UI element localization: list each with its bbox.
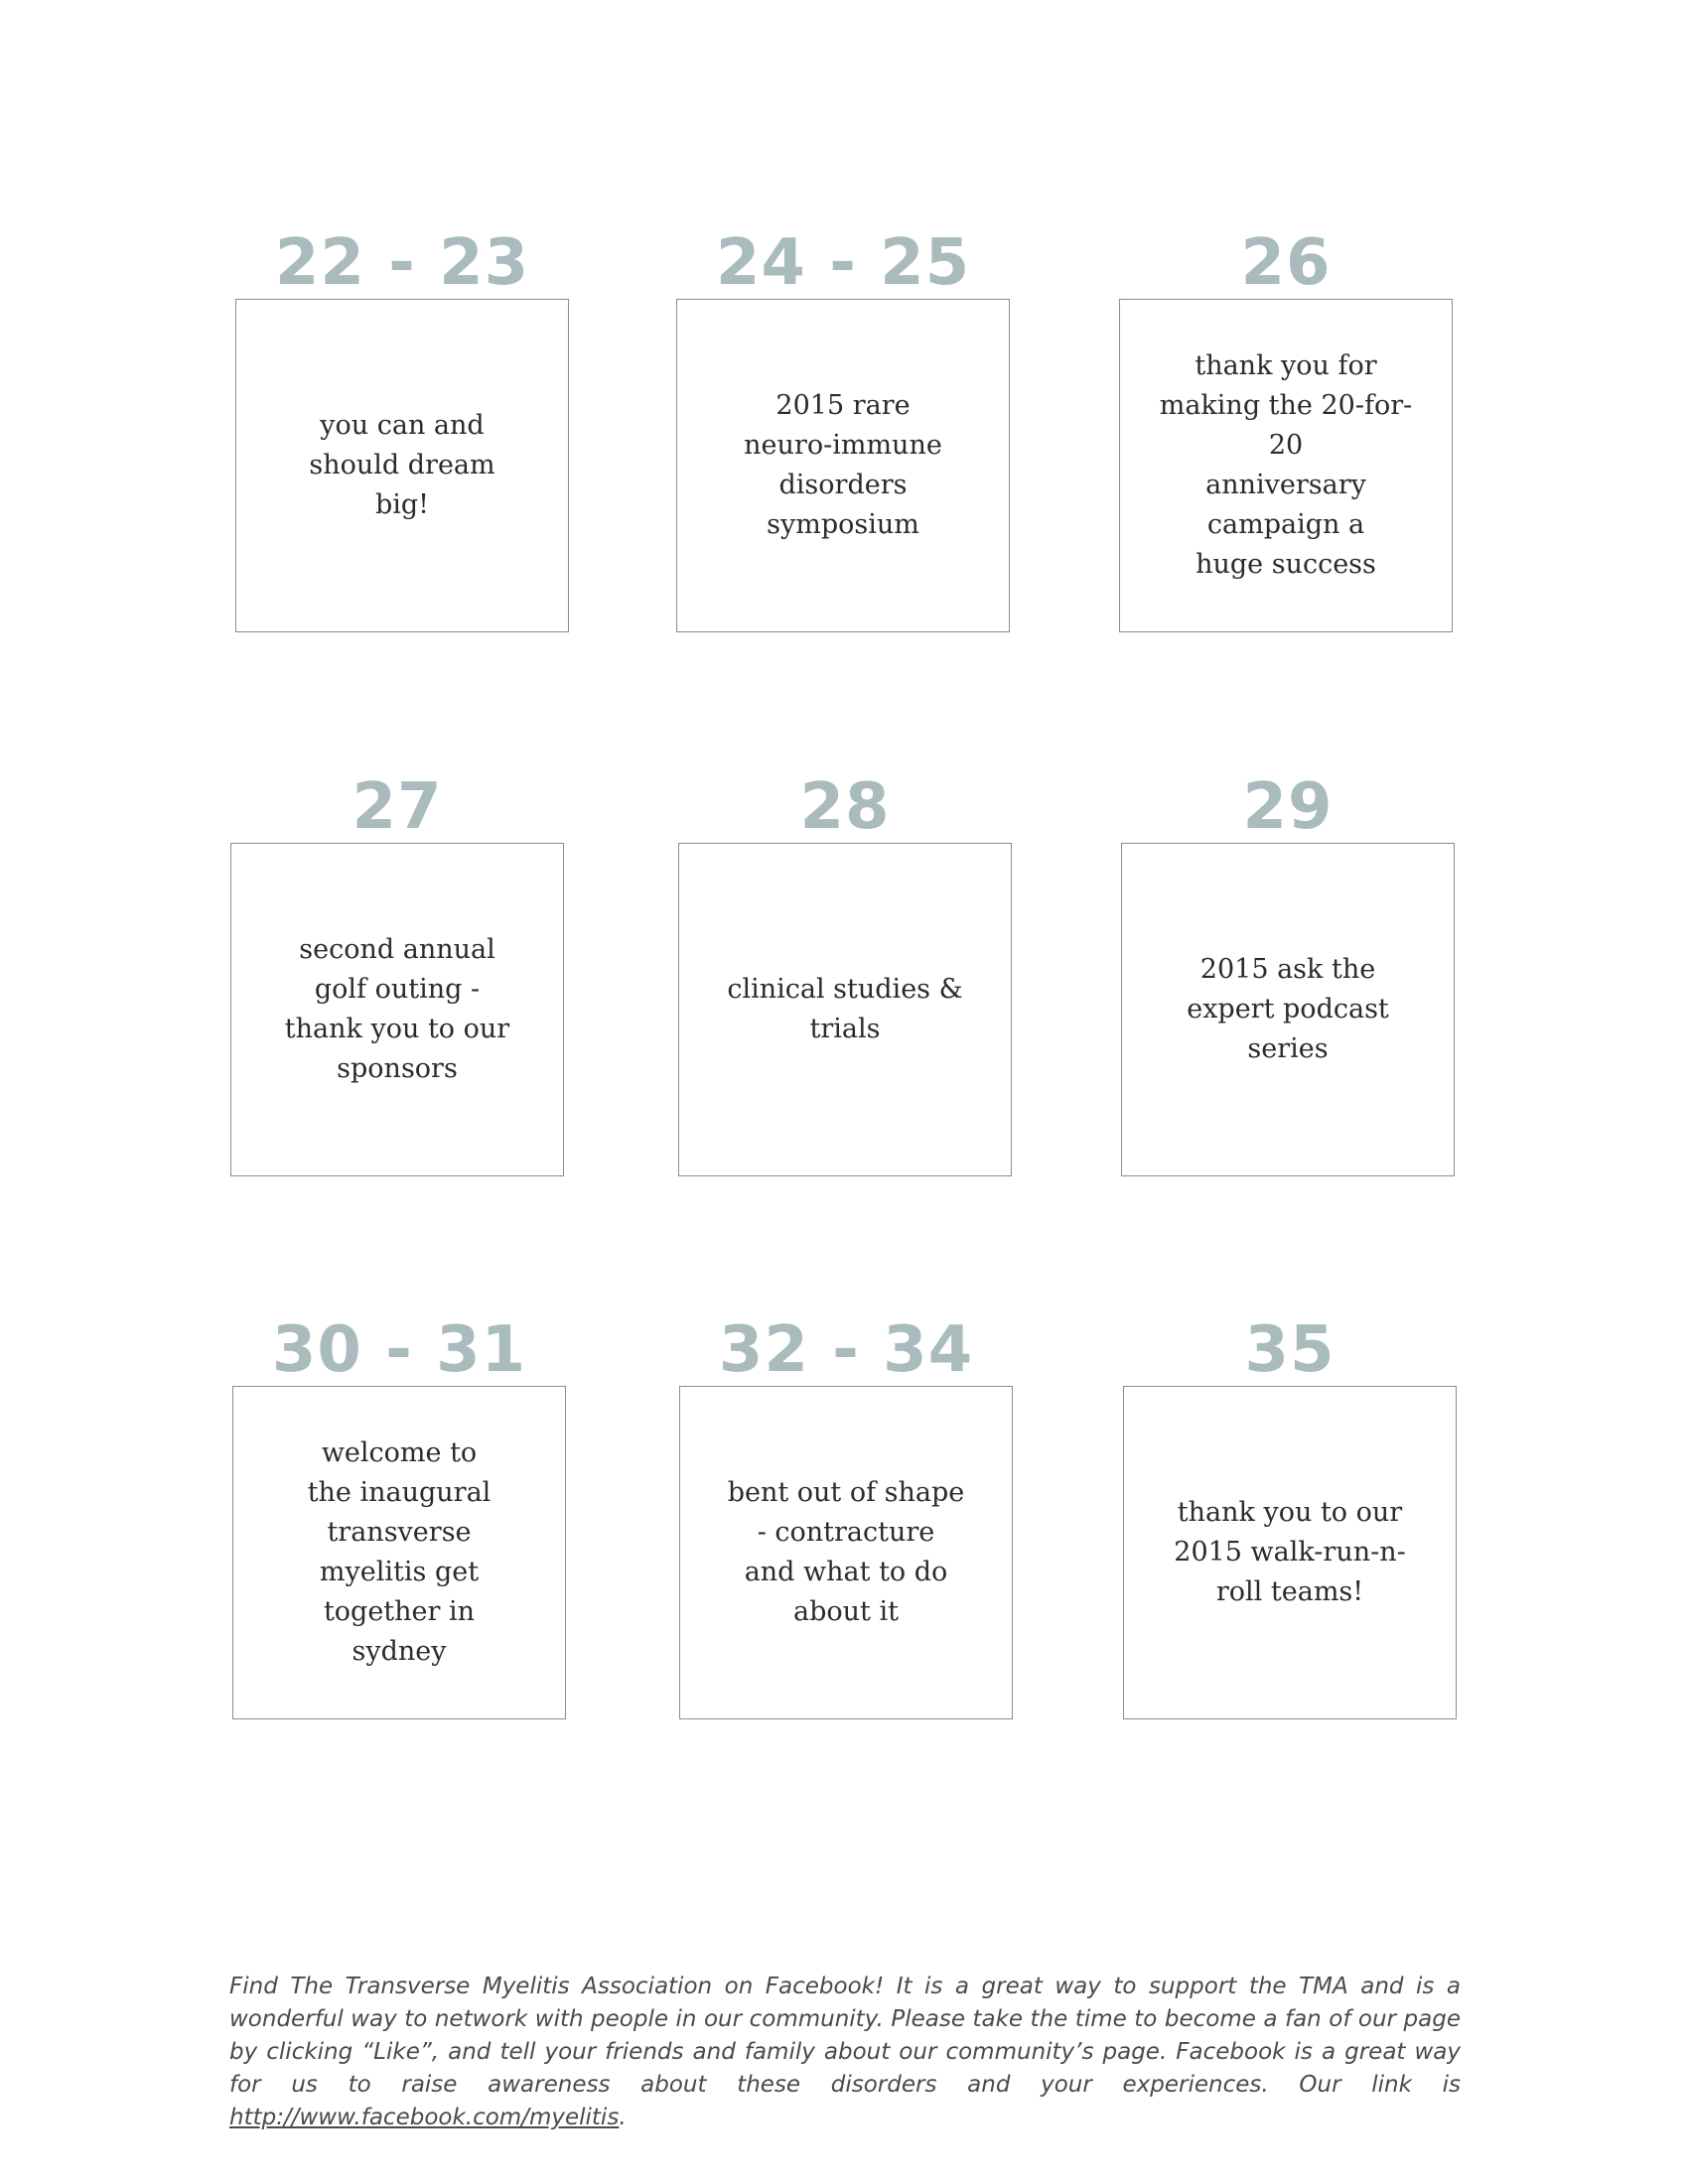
card-27[interactable] <box>230 770 564 1176</box>
card-title: thank you for making the 20-for-20 anniversary campaign a huge success <box>1159 350 1413 580</box>
card-35[interactable] <box>1123 1313 1457 1719</box>
card-title: second annual golf outing - thank you to our sponsors <box>284 934 510 1084</box>
card-title: you can and should dream big! <box>309 410 495 520</box>
card-28[interactable] <box>678 770 1012 1176</box>
facebook-note-text: Find The Transverse Myelitis Association on Facebook! It is a great way to support the TMA and is a wonderful way to network with people in our community. Please take the time to become a fan of our page by clicking “Like”, and tell your friends and family about our community’s page. Facebook is a great way for us to raise awareness about these disorders and your experiences. Our link is <box>229 1974 1461 2098</box>
page-number: 22 - 23 <box>274 226 530 300</box>
card-title: bent out of shape - contracture and what to do about it <box>727 1477 965 1627</box>
facebook-link[interactable]: http://www.facebook.com/myelitis <box>229 2105 620 2130</box>
card-box[interactable] <box>235 299 569 632</box>
page-number: 26 <box>1240 226 1332 300</box>
card-box[interactable] <box>1121 843 1455 1176</box>
card-box[interactable] <box>679 1386 1013 1719</box>
page-number: 32 - 34 <box>718 1313 974 1387</box>
card-22-23[interactable] <box>235 226 569 632</box>
page-number: 35 <box>1244 1313 1336 1387</box>
card-29[interactable] <box>1121 770 1455 1176</box>
page-number: 28 <box>799 770 891 844</box>
card-title: welcome to the inaugural transverse myelitis get together in sydney <box>307 1437 492 1667</box>
card-title: 2015 rare neuro-immune disorders symposium <box>744 390 942 540</box>
page-number: 30 - 31 <box>271 1313 527 1387</box>
card-box[interactable] <box>230 843 564 1176</box>
card-24-25[interactable] <box>676 226 1010 632</box>
card-box[interactable] <box>678 843 1012 1176</box>
page-number: 27 <box>352 770 443 844</box>
card-26[interactable] <box>1119 226 1453 632</box>
card-box[interactable] <box>1119 299 1453 632</box>
facebook-note-end: . <box>619 2105 627 2130</box>
page-number: 29 <box>1242 770 1334 844</box>
card-32-34[interactable] <box>679 1313 1013 1719</box>
card-title: 2015 ask the expert podcast series <box>1187 954 1389 1064</box>
page-number: 24 - 25 <box>715 226 971 300</box>
card-title: clinical studies & trials <box>727 974 963 1044</box>
card-box[interactable] <box>676 299 1010 632</box>
card-box[interactable] <box>232 1386 566 1719</box>
facebook-note <box>229 1971 1461 2134</box>
card-box[interactable] <box>1123 1386 1457 1719</box>
card-title: thank you to our 2015 walk-run-n- roll teams! <box>1174 1497 1406 1607</box>
card-30-31[interactable] <box>232 1313 566 1719</box>
